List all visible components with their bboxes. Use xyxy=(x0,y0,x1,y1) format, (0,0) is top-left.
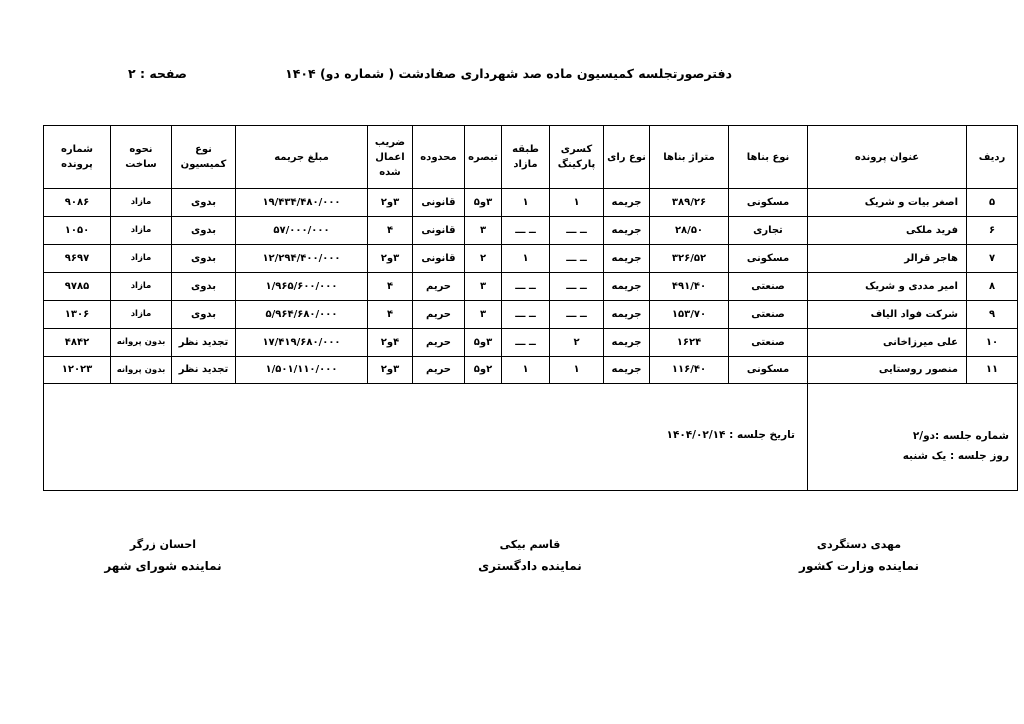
table-cell: جریمه xyxy=(604,356,650,384)
table-row xyxy=(44,244,1018,272)
table-cell: ۴۹۱/۴۰ xyxy=(650,272,729,300)
table-cell: حریم xyxy=(413,328,465,356)
col-header: عنوان پرونده xyxy=(808,126,967,189)
table-cell: مازاد xyxy=(111,300,172,328)
col-header: ردیف xyxy=(967,126,1018,189)
table-cell: اصغر بیات و شریک xyxy=(808,189,967,217)
table-cell: تجدید نظر xyxy=(172,328,236,356)
table-header-row xyxy=(44,126,1018,189)
table-row xyxy=(44,272,1018,300)
session-info-cell xyxy=(808,384,1018,491)
table-cell: جریمه xyxy=(604,189,650,217)
commission-table xyxy=(43,125,1018,491)
table-cell: صنعتی xyxy=(729,300,808,328)
table-cell: ۳و۵ xyxy=(465,189,502,217)
signatory-name: احسان زرگر xyxy=(129,538,197,551)
table-cell: منصور روستایی xyxy=(808,356,967,384)
table-cell: هاجر قرالر xyxy=(808,244,967,272)
table-cell: صنعتی xyxy=(729,272,808,300)
table-row xyxy=(44,356,1018,384)
table-cell: ۱۱۶/۴۰ xyxy=(650,356,729,384)
table-cell: ۱۰ xyxy=(967,328,1018,356)
table-cell: علی میرزاخانی xyxy=(808,328,967,356)
col-header: تبصره xyxy=(465,126,502,189)
table-cell: ۳و۵ xyxy=(465,328,502,356)
table-cell: ۱۷/۴۱۹/۶۸۰/۰۰۰ xyxy=(236,328,368,356)
table-cell: مازاد xyxy=(111,189,172,217)
table-cell: ۱۳۰۶ xyxy=(44,300,111,328)
table-cell: تجاری xyxy=(729,216,808,244)
table-cell: ــ ـــ xyxy=(550,300,604,328)
signatory-role: نماینده شورای شهر xyxy=(104,559,222,573)
table-cell: حریم xyxy=(413,272,465,300)
table-cell: ۹۰۸۶ xyxy=(44,189,111,217)
table-cell: مازاد xyxy=(111,272,172,300)
table-cell: ۱ xyxy=(550,189,604,217)
table-cell: ۴ xyxy=(368,300,413,328)
table-cell: ــ ـــ xyxy=(550,272,604,300)
table-cell: بدوی xyxy=(172,189,236,217)
table-cell: ۹۶۹۷ xyxy=(44,244,111,272)
signatory-name: مهدی دستگردی xyxy=(816,538,902,551)
table-cell: ۲ xyxy=(550,328,604,356)
table-cell: ۹۷۸۵ xyxy=(44,272,111,300)
table-cell: ۱۲۰۲۳ xyxy=(44,356,111,384)
table-cell: جریمه xyxy=(604,272,650,300)
col-header: نوع کمیسیون xyxy=(172,126,236,189)
signature-interior xyxy=(784,538,934,573)
table-cell: بدوی xyxy=(172,272,236,300)
signatory-name: قاسم بیکی xyxy=(499,538,561,551)
col-header: محدوده xyxy=(413,126,465,189)
table-cell: تجدید نظر xyxy=(172,356,236,384)
table-cell: ۳۲۶/۵۲ xyxy=(650,244,729,272)
signature-council xyxy=(88,538,238,573)
table-cell: ۴۸۴۲ xyxy=(44,328,111,356)
table-cell: ۱۵۳/۷۰ xyxy=(650,300,729,328)
table-cell: ۳ xyxy=(465,216,502,244)
table-cell: حریم xyxy=(413,300,465,328)
table-cell: ۱۱ xyxy=(967,356,1018,384)
table-cell: مازاد xyxy=(111,244,172,272)
table-row xyxy=(44,189,1018,217)
table-cell: ۱/۵۰۱/۱۱۰/۰۰۰ xyxy=(236,356,368,384)
col-header: ضریب اعمال شده xyxy=(368,126,413,189)
table-cell: ۳و۲ xyxy=(368,244,413,272)
table-cell: فرید ملکی xyxy=(808,216,967,244)
table-cell: ۱ xyxy=(502,189,550,217)
table-cell: مسکونی xyxy=(729,244,808,272)
table-cell: ۲۸/۵۰ xyxy=(650,216,729,244)
table-cell: ــ ـــ xyxy=(502,216,550,244)
table-cell: صنعتی xyxy=(729,328,808,356)
table-cell: ۱ xyxy=(502,244,550,272)
session-date: تاریخ جلسه : ۱۴۰۴/۰۲/۱۴ xyxy=(666,429,795,442)
col-header: نوع رای xyxy=(604,126,650,189)
table-cell: ۳۸۹/۲۶ xyxy=(650,189,729,217)
table-cell: بدون پروانه xyxy=(111,356,172,384)
table-row xyxy=(44,300,1018,328)
table-cell: ــ ـــ xyxy=(502,328,550,356)
session-date-cell xyxy=(44,384,808,491)
table-cell: ۹ xyxy=(967,300,1018,328)
table-cell: ۴ xyxy=(368,216,413,244)
table-cell: ۲و۵ xyxy=(465,356,502,384)
table-cell: ۳و۲ xyxy=(368,356,413,384)
table-row xyxy=(44,328,1018,356)
session-number: شماره جلسه :دو/۲ xyxy=(912,430,1009,443)
table-cell: ۸ xyxy=(967,272,1018,300)
table-cell: جریمه xyxy=(604,328,650,356)
table-cell: ۱۲/۲۹۴/۴۰۰/۰۰۰ xyxy=(236,244,368,272)
signature-judiciary xyxy=(455,538,605,573)
col-header: نحوه ساخت xyxy=(111,126,172,189)
table-cell: مسکونی xyxy=(729,356,808,384)
col-header: کسری پارکینگ xyxy=(550,126,604,189)
table-cell: امیر مددی و شریک xyxy=(808,272,967,300)
table-cell: ۵۷/۰۰۰/۰۰۰ xyxy=(236,216,368,244)
table-cell: ــ ـــ xyxy=(502,272,550,300)
table-cell: ۱۰۵۰ xyxy=(44,216,111,244)
table-cell: ۱۹/۴۳۴/۴۸۰/۰۰۰ xyxy=(236,189,368,217)
table-cell: ۳ xyxy=(465,300,502,328)
table-cell: مازاد xyxy=(111,216,172,244)
table-cell: قانونی xyxy=(413,189,465,217)
table-cell: بدون پروانه xyxy=(111,328,172,356)
session-day: روز جلسه : یک شنبه xyxy=(902,450,1009,463)
table-row xyxy=(44,216,1018,244)
table-cell: ــ ـــ xyxy=(550,244,604,272)
col-header: نوع بناها xyxy=(729,126,808,189)
table-cell: ۶ xyxy=(967,216,1018,244)
table-cell: ــ ـــ xyxy=(502,300,550,328)
document-title: دفترصورتجلسه کمیسیون ماده صد شهرداری صفادشت ( شماره دو) ۱۴۰۴ xyxy=(285,66,732,81)
table-cell: ۱ xyxy=(550,356,604,384)
signatory-role: نماینده دادگستری xyxy=(478,559,582,573)
table-cell: ــ ـــ xyxy=(550,216,604,244)
table-cell: ۱۶۲۴ xyxy=(650,328,729,356)
table-cell: ۳و۲ xyxy=(368,189,413,217)
table-cell: ۳ xyxy=(465,272,502,300)
table-cell: جریمه xyxy=(604,300,650,328)
table-cell: حریم xyxy=(413,356,465,384)
table-footer-row xyxy=(44,384,1018,491)
table-cell: جریمه xyxy=(604,216,650,244)
document-header xyxy=(0,66,1024,88)
page-number: صفحه : ۲ xyxy=(128,66,188,81)
table-cell: ۲ xyxy=(465,244,502,272)
col-header: مبلغ جریمه xyxy=(236,126,368,189)
table-cell: قانونی xyxy=(413,216,465,244)
table-cell: ۵/۹۶۴/۶۸۰/۰۰۰ xyxy=(236,300,368,328)
table-cell: بدوی xyxy=(172,244,236,272)
col-header: شماره پرونده xyxy=(44,126,111,189)
table-cell: قانونی xyxy=(413,244,465,272)
table-cell: جریمه xyxy=(604,244,650,272)
table-cell: شرکت فواد الیاف xyxy=(808,300,967,328)
col-header: متراژ بناها xyxy=(650,126,729,189)
table-cell: بدوی xyxy=(172,216,236,244)
table-cell: بدوی xyxy=(172,300,236,328)
table-cell: ۵ xyxy=(967,189,1018,217)
table-cell: ۴ xyxy=(368,272,413,300)
table-cell: ۴و۲ xyxy=(368,328,413,356)
table-cell: ۱/۹۶۵/۶۰۰/۰۰۰ xyxy=(236,272,368,300)
table-cell: مسکونی xyxy=(729,189,808,217)
col-header: طبقه مازاد xyxy=(502,126,550,189)
signatory-role: نماینده وزارت کشور xyxy=(799,559,919,573)
table-cell: ۷ xyxy=(967,244,1018,272)
table-cell: ۱ xyxy=(502,356,550,384)
